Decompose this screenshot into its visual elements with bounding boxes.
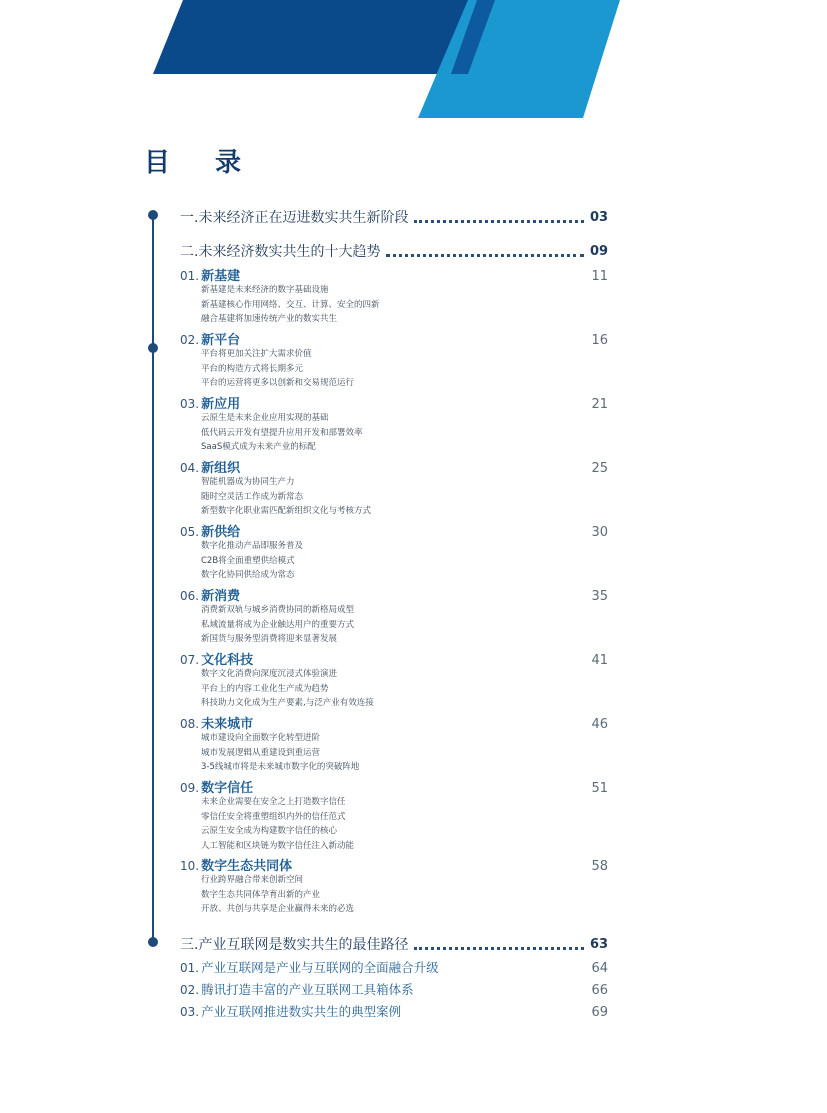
subtopic: 智能机器成为协同生产力 [201, 477, 295, 487]
subtopic: SaaS模式成为未来产业的标配 [201, 442, 316, 452]
trend-name: 数字生态共同体 [201, 859, 293, 874]
section-label: 一.未来经济正在迈进数实共生新阶段 [180, 210, 409, 226]
trend-page: 30 [591, 525, 608, 540]
trend-entry-08[interactable] [180, 713, 608, 775]
trend-name: 新供给 [201, 525, 241, 540]
trend-number: 09. [180, 781, 200, 795]
section-page: 03 [590, 209, 609, 225]
toc-section-3[interactable] [180, 934, 608, 954]
part3-name: 腾讯打造丰富的产业互联网工具箱体系 [201, 982, 414, 997]
header-banner [0, 0, 827, 125]
subtopic: 未来企业需要在安全之上打造数字信任 [201, 797, 346, 807]
part3-name: 产业互联网推进数实共生的典型案例 [201, 1004, 402, 1019]
trend-entry-01[interactable] [180, 265, 608, 327]
subtopic: 云原生安全成为构建数字信任的核心 [201, 826, 338, 836]
trend-name: 新应用 [201, 397, 241, 412]
part3-page: 69 [591, 1005, 608, 1020]
subtopic: 人工智能和区块链为数字信任注入新动能 [201, 840, 355, 851]
subtopic: 数字文化消费向深度沉浸式体验演进 [201, 669, 338, 679]
part3-number: 03. [180, 1005, 200, 1019]
part3-number: 01. [180, 961, 200, 975]
subtopic: 平台上的内容工业化生产成为趋势 [201, 683, 329, 694]
trend-entry-07[interactable] [180, 649, 608, 711]
section-page: 09 [590, 243, 609, 259]
trend-number: 07. [180, 653, 200, 667]
subtopic: 新国货与服务型消费将迎来显著发展 [201, 634, 338, 644]
toc-section-2[interactable] [180, 241, 608, 261]
timeline-dot-2 [148, 343, 158, 353]
subtopic: 开放、共创与共享是企业赢得未来的必选 [201, 904, 355, 914]
trend-name: 新平台 [201, 333, 241, 348]
section-label: 三.产业互联网是数实共生的最佳路径 [180, 937, 409, 953]
trend-page: 11 [591, 269, 608, 284]
trend-number: 10. [180, 859, 200, 873]
trend-name: 新消费 [201, 589, 241, 604]
part3-entry-02[interactable] [180, 980, 608, 1002]
trend-number: 05. [180, 525, 200, 539]
trend-page: 21 [591, 397, 608, 412]
part3-entry-03[interactable] [180, 1002, 608, 1024]
subtopic: 新基建是未来经济的数字基础设施 [201, 285, 329, 295]
trend-entry-09[interactable] [180, 777, 608, 853]
subtopic: 云原生是未来企业应用实现的基础 [201, 413, 329, 423]
trend-number: 02. [180, 333, 200, 347]
dot-leader [414, 947, 584, 950]
trend-page: 41 [591, 653, 608, 668]
trend-entry-03[interactable] [180, 393, 608, 455]
trend-name: 新组织 [201, 461, 241, 476]
subtopic: 平台的运营将更多以创新和交易规范运行 [201, 378, 355, 388]
trend-name: 未来城市 [201, 717, 254, 732]
trend-name: 数字信任 [201, 781, 254, 796]
trend-number: 03. [180, 397, 200, 411]
trend-entry-05[interactable] [180, 521, 608, 583]
trend-number: 01. [180, 269, 200, 283]
toc-section-1[interactable] [180, 207, 608, 227]
subtopic: 私域流量将成为企业触达用户的重要方式 [201, 619, 355, 630]
trend-name: 新基建 [201, 269, 241, 284]
subtopic: 融合基建将加速传统产业的数实共生 [201, 314, 338, 324]
section-page: 63 [590, 936, 609, 952]
timeline-dot-1 [148, 210, 158, 220]
subtopic: 城市建设向全面数字化转型进阶 [201, 733, 321, 743]
subtopic: 行业跨界融合带来创新空间 [201, 875, 304, 885]
subtopic: 城市发展逻辑从重建设到重运营 [201, 747, 321, 758]
timeline-dot-3 [148, 937, 158, 947]
subtopic: 数字化推动产品即服务普及 [201, 541, 304, 551]
timeline-line [152, 215, 154, 943]
subtopic: 随时空灵活工作成为新常态 [201, 491, 304, 502]
subtopic: 平台的构造方式将长期多元 [201, 363, 304, 374]
trend-entry-06[interactable] [180, 585, 608, 647]
trend-entry-02[interactable] [180, 329, 608, 391]
part3-page: 64 [591, 961, 608, 976]
subtopic: 消费新双轨与城乡消费协同的新格局成型 [201, 605, 355, 615]
dot-leader [386, 254, 584, 257]
trend-name: 文化科技 [201, 653, 254, 668]
trend-number: 04. [180, 461, 200, 475]
part3-name: 产业互联网是产业与互联网的全面融合升级 [201, 960, 439, 975]
part3-entry-01[interactable] [180, 958, 608, 980]
trend-page: 25 [591, 461, 608, 476]
trend-page: 51 [591, 781, 608, 796]
trend-number: 06. [180, 589, 200, 603]
trend-entry-04[interactable] [180, 457, 608, 519]
dot-leader [414, 220, 584, 223]
subtopic: 低代码云开发有望提升应用开发和部署效率 [201, 427, 363, 438]
subtopic: 科技助力文化成为生产要素,与泛产业有效连接 [201, 698, 374, 708]
trend-entry-10[interactable] [180, 855, 608, 917]
part3-page: 66 [591, 983, 608, 998]
toc-title: 目 录 [144, 148, 260, 178]
subtopic: 平台将更加关注扩大需求价值 [201, 349, 312, 359]
section-label: 二.未来经济数实共生的十大趋势 [180, 244, 381, 260]
subtopic: 数字生态共同体孕育出新的产业 [201, 889, 321, 900]
subtopic: 零信任安全将重塑组织内外的信任范式 [201, 811, 346, 822]
trend-page: 35 [591, 589, 608, 604]
trend-page: 46 [591, 717, 608, 732]
trend-number: 08. [180, 717, 200, 731]
trend-page: 58 [591, 859, 608, 874]
subtopic: 新型数字化职业需匹配新组织文化与考核方式 [201, 506, 372, 516]
subtopic: 数字化协同供给成为常态 [201, 570, 295, 580]
subtopic: 新基建核心作用网络、交互、计算、安全的四新 [201, 299, 380, 310]
part3-number: 02. [180, 983, 200, 997]
subtopic: C2B将全面重塑供给模式 [201, 555, 295, 566]
trend-page: 16 [591, 333, 608, 348]
subtopic: 3-5线城市将是未来城市数字化的突破阵地 [201, 762, 360, 772]
